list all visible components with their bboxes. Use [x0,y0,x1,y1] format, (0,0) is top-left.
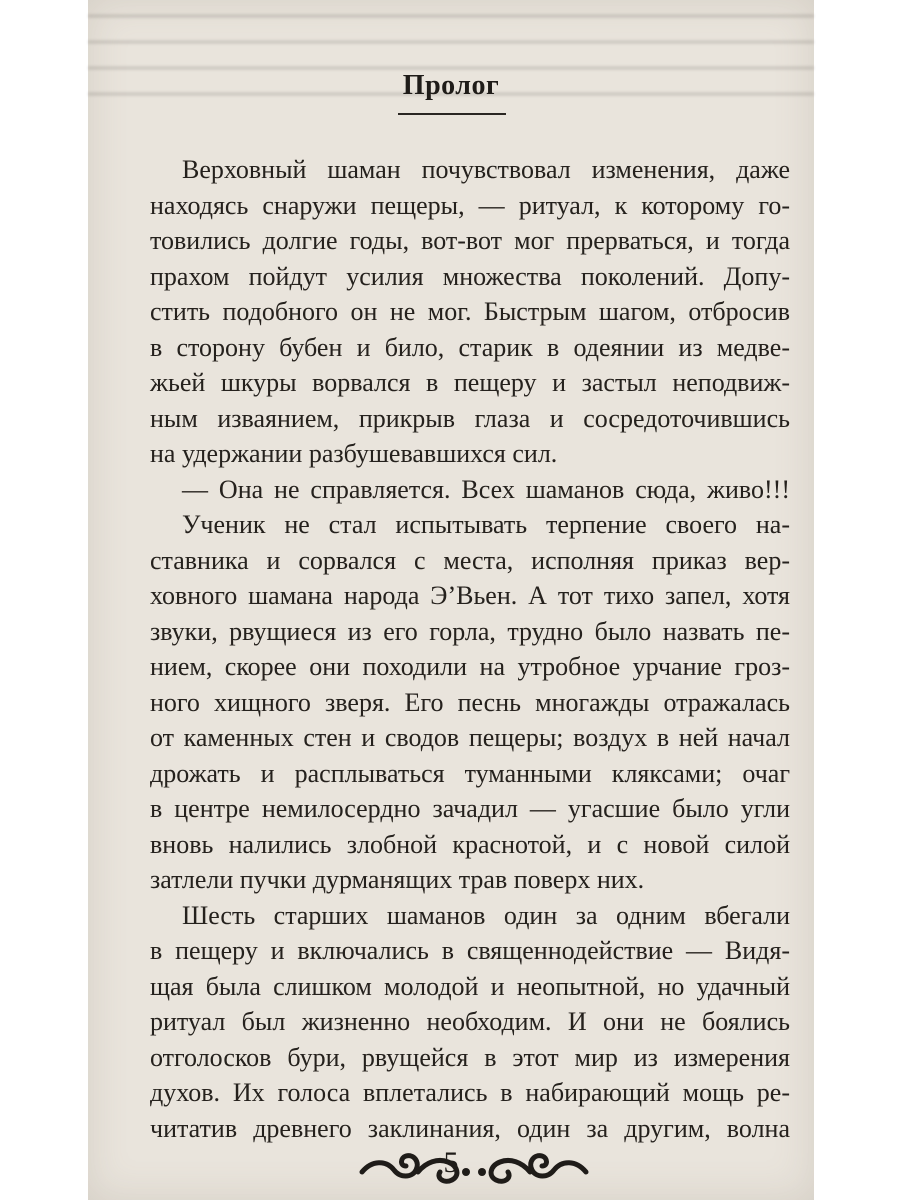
text-line: прахом пойдут усилия множества поколений. Допу- [150,261,790,291]
title-underline [398,113,506,115]
text-line: в пещеру и включались в священнодействие — Видя- [150,936,790,965]
page-footer [88,1138,814,1198]
text-line: Верховный шаман почувствовал изменения, даже [182,155,790,184]
text-line: находясь снаружи пещеры, — ритуал, к которому го- [150,190,790,220]
text-line: в сторону бубен и било, старик в одеянии из медве- [150,332,790,362]
text-line: ритуал был жизненно необходим. И они не боялись [150,1007,790,1036]
page-number: 5 [443,1146,459,1179]
text-line: товились долгие годы, вот-вот мог прерваться, и тогда [150,226,790,255]
text-line: нием, скорее они походили на утробное урчание гроз- [150,652,790,681]
text-line: щая была слишком молодой и неопытной, но удачный [150,971,790,1001]
text-line: Шесть старших шаманов один за одним вбегали [182,900,790,930]
text-line: читатив древнего заклинания, один за другим, волна [150,1113,790,1143]
text-line: стить подобного он не мог. Быстрым шагом, отбросив [150,297,790,326]
text-line: затлели пучки дурманящих трав поверх них. [150,865,645,894]
text-line: отголосков бури, рвущейся в этот мир из измерения [150,1042,790,1072]
text-line: жьей шкуры ворвался в пещеру и застыл неподвиж- [150,368,790,397]
text-line: вновь налились злобной краснотой, и с новой силой [150,829,790,859]
text-line: на удержании разбушевавшихся сил. [150,439,558,468]
text-line: ным изваянием, прикрыв глаза и сосредоточившись [150,403,790,433]
chapter-title: Пролог [402,70,500,101]
text-line: в центре немилосердно зачадил — угасшие было угли [150,794,790,823]
text-line: от каменных стен и сводов пещеры; воздух в ней начал [150,723,790,752]
text-line: Ученик не стал испытывать терпение своего на- [182,510,790,539]
text-line: звуки, рвущиеся из его горла, трудно было назвать пе- [150,616,790,646]
text-line: дрожать и расплываться туманными кляксами; очаг [150,758,790,788]
text-line: ного хищного зверя. Его песнь многажды отражалась [150,687,790,717]
text-line: ставника и сорвался с места, исполняя приказ вер- [150,545,790,575]
body-text [150,152,790,1146]
text-line: — Она не справляется. Всех шаманов сюда, живо!!! [182,474,790,504]
book-page [88,0,814,1200]
text-line: ховного шамана народа Э’Вьен. А тот тихо запел, хотя [150,581,790,610]
text-line: духов. Их голоса вплетались в набирающий мощь ре- [150,1078,790,1107]
right-ornament-icon [472,1142,592,1190]
